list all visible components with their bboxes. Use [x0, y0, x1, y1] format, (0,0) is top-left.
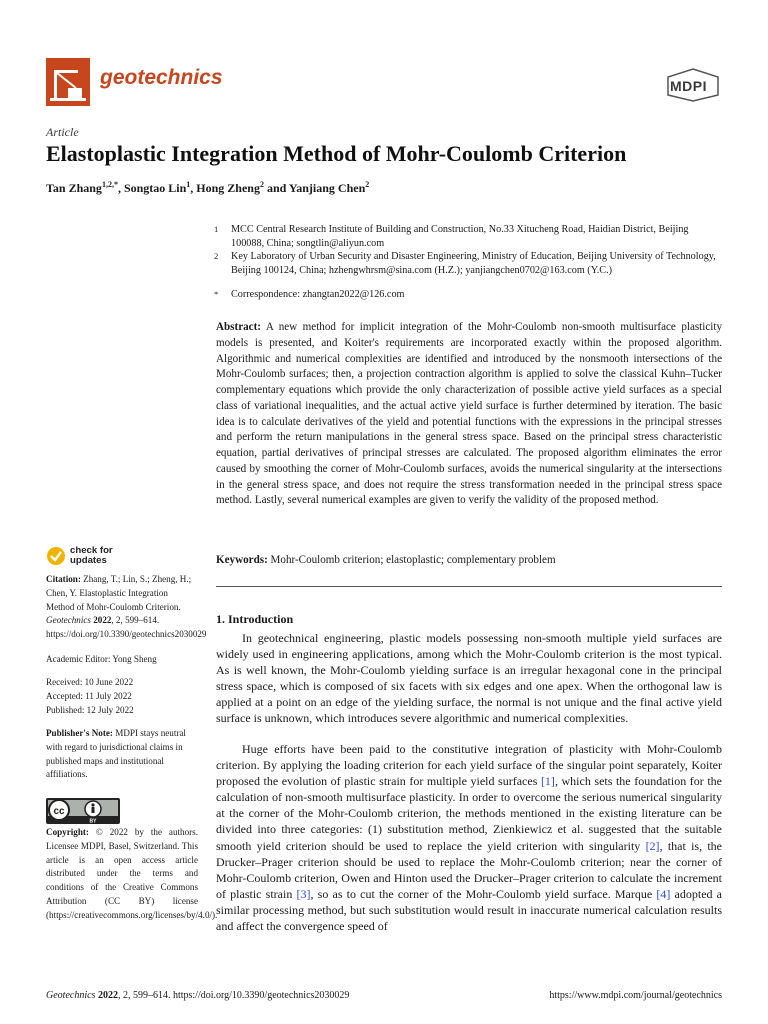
correspondence-text: Correspondence: zhangtan2022@126.com	[231, 289, 405, 300]
affiliation-1	[214, 223, 724, 250]
abstract	[216, 320, 722, 509]
copyright-label: Copyright:	[46, 827, 89, 837]
author-separator: and	[263, 181, 289, 195]
reference-link[interactable]: [1]	[540, 774, 555, 789]
publisher-note-text: MDPI stays neutral with regard to jurisdictional claims in published maps and institutional affiliations.	[46, 728, 186, 780]
check-for-updates-badge[interactable]	[46, 546, 206, 568]
keywords	[216, 553, 722, 568]
paragraph-text: adopted a similar processing method, but such substitution would result in inaccurate numerical calculation results and affect the convergence speed of	[216, 886, 723, 934]
footer-year: 2022	[97, 990, 118, 1001]
affiliation-text: MCC Central Research Institute of Building and Construction, No.33 Xitucheng Road, Haidian District, Beijing 100088, China; songtlin@aliyun.com	[231, 224, 689, 249]
keywords-text: Mohr-Coulomb criterion; elastoplastic; complementary problem	[270, 554, 556, 566]
paragraph-text: , which sets the foundation for the calculation of non-smooth multisurface plasticity. In order to overcome the serious numerical singularity at the corner of the Mohr-Coulomb criterion, the methods mentioned in the existing literature can be divided into three categories: (1) substitution method, Zienkiewicz et al. suggested that the suitable smooth yield criterion should be used to replace the yield criterion with singularity	[216, 774, 722, 853]
check-updates-line-1: check for	[70, 545, 113, 556]
correspondence	[214, 288, 724, 302]
author-separator: ,	[117, 181, 124, 195]
affiliation-marker: *	[214, 289, 219, 299]
author-affil-mark: 1	[186, 180, 191, 189]
author-affil-mark: 2	[259, 180, 264, 189]
article-type: Article	[46, 125, 79, 139]
affiliation-marker: 1	[214, 224, 219, 234]
section-heading-introduction: 1. Introduction	[216, 612, 294, 626]
citation-text: Zhang, T.; Lin, S.; Zheng, H.; Chen, Y. Elastoplastic Integration Method of Mohr-Coulomb Criterion.	[46, 574, 192, 612]
cc-by-label: BY	[89, 818, 97, 824]
cc-by-license-badge[interactable]	[46, 798, 120, 824]
affiliation-2	[214, 250, 724, 277]
paragraph-text: Huge efforts have been paid to the constitutive integration of plasticity with Mohr-Coulomb criterion. By applying the loading criterion for each yield surface of the singular point separately, Koiter proposed the evolution of plastic strain for multiple yield surfaces	[216, 742, 722, 789]
author-separator: ,	[190, 181, 197, 195]
section-divider	[216, 586, 722, 587]
author-name[interactable]: Yanjiang Chen	[288, 181, 366, 195]
reference-link[interactable]: [4]	[656, 886, 671, 901]
footer-doi[interactable]: , 2, 599–614. https://doi.org/10.3390/geotechnics2030029	[117, 990, 350, 1001]
published-date: Published: 12 July 2022	[46, 705, 134, 715]
intro-paragraph-2	[216, 741, 722, 934]
keywords-label: Keywords:	[216, 554, 268, 566]
author-name[interactable]: Hong Zheng	[196, 181, 260, 195]
citation-journal: Geotechnics	[46, 615, 91, 626]
journal-logo-icon	[46, 58, 90, 106]
intro-paragraph-1: In geotechnical engineering, plastic models possessing non-smooth multiple yield surfaces are widely used in engineering applications, among which the Mohr-Coulomb criterion is the most typical. As is well known, the Mohr-Coulomb yielding surface is an irregular hexagonal cone in the principal stress space, which is composed of six facets with six edges and one apex. When the orthogonal law is applied at a point on an edge of the yielding surface, the normal is not unique and the final active yield surface is unknown, which introduces severe algorithmic and numerical complexities.	[216, 631, 722, 726]
author-affil-mark: 2	[365, 180, 370, 189]
abstract-label: Abstract:	[216, 321, 261, 333]
journal-name: geotechnics	[100, 66, 223, 89]
mdpi-logo	[666, 68, 720, 102]
accepted-date: Accepted: 11 July 2022	[46, 691, 132, 701]
paragraph-text: , that is, the Drucker–Prager criterion should be used to replace the Mohr-Coulomb criterion; near the corner of Mohr-Coulomb criterion, Owen and Hinton used the Drucker–Prager criterion to calculate the increment of plastic strain	[216, 838, 722, 901]
received-date: Received: 10 June 2022	[46, 677, 134, 687]
affiliation-text: Key Laboratory of Urban Security and Disaster Engineering, Ministry of Education, Beijing University of Technology, Beijing 100124, China; hzhengwhrsm@sina.com (H.Z.); yanjiangchen0702@163.com (Y.C.)	[231, 251, 716, 276]
citation-block	[46, 573, 207, 642]
author-name[interactable]: Songtao Lin	[123, 181, 187, 195]
publisher-note	[46, 727, 198, 782]
check-updates-icon	[46, 546, 66, 566]
citation-year: 2022	[93, 615, 112, 626]
reference-link[interactable]: [2]	[645, 838, 660, 853]
academic-editor: Academic Editor: Yong Sheng	[46, 654, 157, 664]
paragraph-text: , so as to cut the corner of the Mohr-Coulomb yield surface. Marque	[310, 886, 657, 901]
citation-doi[interactable]: , 2, 599–614. https://doi.org/10.3390/geotechnics2030029	[46, 615, 207, 640]
copyright-block	[46, 826, 218, 923]
author-name[interactable]: Tan Zhang	[46, 181, 102, 195]
affiliation-marker: 2	[214, 251, 219, 261]
author-affil-mark: 1,2,*	[101, 180, 118, 189]
author-list	[46, 180, 369, 196]
check-updates-line-2: updates	[70, 555, 107, 566]
footer-citation	[46, 990, 349, 1001]
footer-journal: Geotechnics	[46, 990, 96, 1001]
citation-label: Citation:	[46, 574, 81, 584]
copyright-text: © 2022 by the authors. Licensee MDPI, Basel, Switzerland. This article is an open access article distributed under the terms and conditions of the Creative Commons Attribution (CC BY) license (https://creativecommons.org/licenses/by/4.0/).	[46, 827, 218, 920]
abstract-text: A new method for implicit integration of the Mohr-Coulomb non-smooth multisurface plasticity models is presented, and Koiter's requirements are incorporated exactly within the proposed algorithm. Algorithmic and numerical complexities are identified and introduced by the nonsmooth intersections of the Mohr-Coulomb surfaces; then, a projection contraction algorithm is applied to solve the classical Kuhn–Tucker complementary equations which provide the only characterization of possible active yield surfaces as a special class of variational inequalities, and the actual active yield surface is further determined by iteration. The basic idea is to calculate derivatives of the yield and potential functions with the expressions in the principal stresses and perform the return manipulations in the general stress space. Based on the principal stress characteristic equation, partial derivatives of principal stresses are calculated. The proposed algorithm eliminates the error caused by smoothing the corner of Mohr-Coulomb surfaces, avoids the numerical singularity at the intersections in the general stress space, and does not require the stress transformation needed in the principal stress space method. Lastly, several numerical examples are given to verify the validity of the proposed method.	[216, 321, 722, 507]
publisher-note-label: Publisher's Note:	[46, 728, 113, 738]
footer-journal-url[interactable]: https://www.mdpi.com/journal/geotechnics	[549, 990, 722, 1001]
page-title: Elastoplastic Integration Method of Mohr-Coulomb Criterion	[46, 141, 627, 166]
check-updates-label	[70, 546, 113, 566]
reference-link[interactable]: [3]	[296, 886, 311, 901]
mdpi-logo-text: MDPI	[670, 78, 707, 94]
svg-text:cc: cc	[53, 806, 65, 817]
